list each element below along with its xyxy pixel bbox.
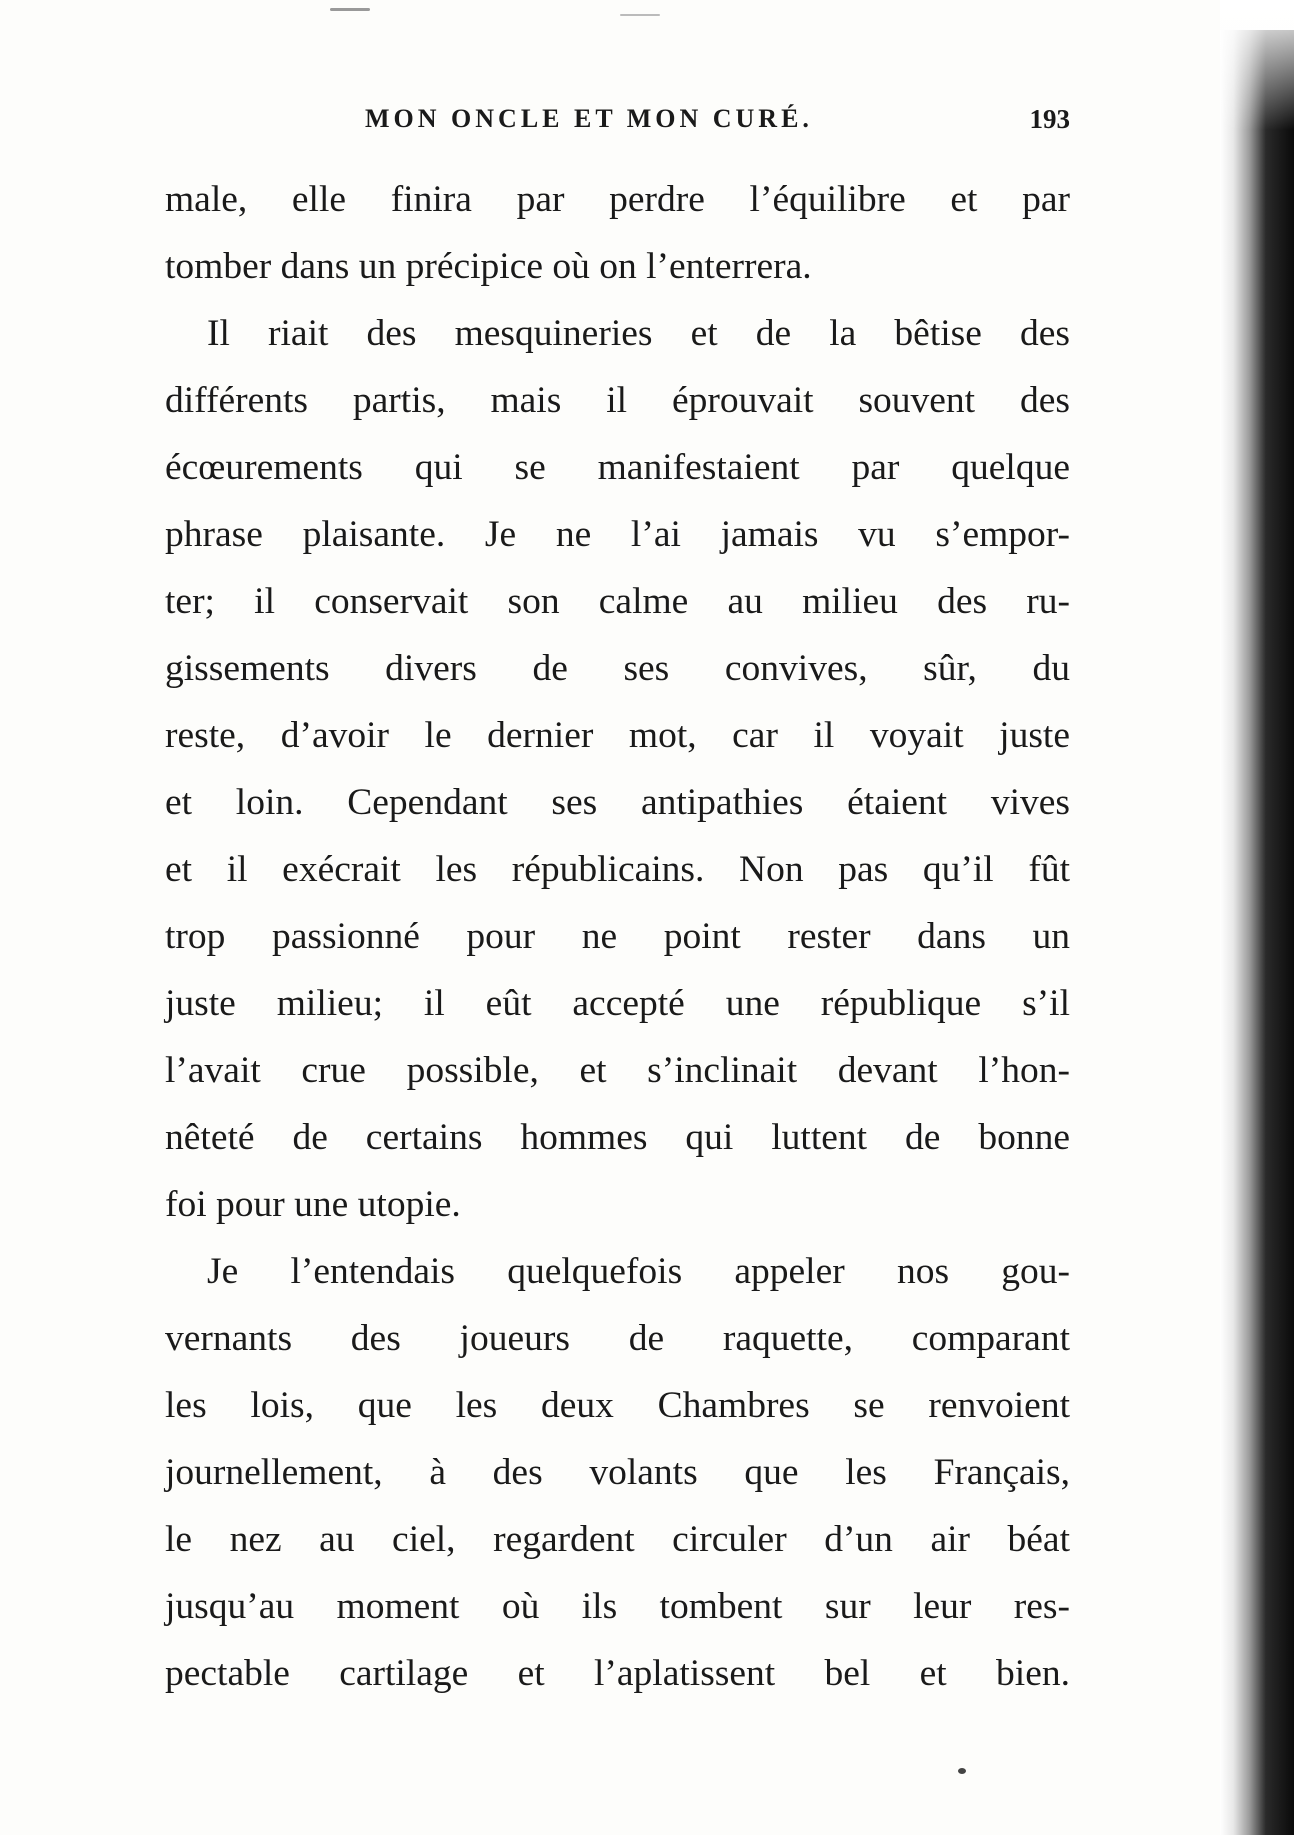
scan-speck — [620, 14, 660, 16]
running-header — [165, 104, 1070, 144]
text-line: vernants des joueurs de raquette, comparant — [165, 1318, 1070, 1359]
text-line: gissements divers de ses convives, sûr, du — [165, 648, 1070, 689]
text-line: pectable cartilage et l’aplatissent bel et bien. — [165, 1653, 1070, 1694]
text-line: reste, d’avoir le dernier mot, car il voyait juste — [165, 715, 1070, 756]
text-line: le nez au ciel, regardent circuler d’un air béat — [165, 1519, 1070, 1560]
text-line: écœurements qui se manifestaient par quelque — [165, 447, 1070, 488]
text-line: trop passionné pour ne point rester dans un — [165, 916, 1070, 957]
scan-speck — [958, 1768, 966, 1774]
scan-speck — [330, 8, 370, 11]
page-number: 193 — [1029, 104, 1070, 134]
text-line: journellement, à des volants que les Français, — [165, 1452, 1070, 1493]
text-line: Il riait des mesquineries et de la bêtise des — [207, 313, 1070, 354]
text-line: différents partis, mais il éprouvait souvent des — [165, 380, 1070, 421]
text-line: l’avait crue possible, et s’inclinait devant l’hon- — [165, 1050, 1070, 1091]
text-line: ter; il conservait son calme au milieu des ru- — [165, 581, 1070, 622]
text-line: nêteté de certains hommes qui luttent de bonne — [165, 1117, 1070, 1158]
text-line: jusqu’au moment où ils tombent sur leur res- — [165, 1586, 1070, 1627]
text-line: et loin. Cependant ses antipathies étaient vives — [165, 782, 1070, 823]
scan-shadow-edge — [1220, 30, 1294, 1835]
body-text — [165, 166, 1070, 1707]
text-line: male, elle finira par perdre l’équilibre et par — [165, 179, 1070, 220]
text-line: foi pour une utopie. — [165, 1184, 461, 1225]
text-line: tomber dans un précipice où on l’enterrera. — [165, 246, 812, 287]
text-line: phrase plaisante. Je ne l’ai jamais vu s’empor- — [165, 514, 1070, 555]
text-line: et il exécrait les républicains. Non pas qu’il fût — [165, 849, 1070, 890]
text-line: les lois, que les deux Chambres se renvoient — [165, 1385, 1070, 1426]
text-line: Je l’entendais quelquefois appeler nos gou- — [207, 1251, 1070, 1292]
running-title: MON ONCLE ET MON CURÉ. — [365, 104, 813, 133]
scan-shadow-fade — [1220, 0, 1294, 130]
text-line: juste milieu; il eût accepté une république s’il — [165, 983, 1070, 1024]
